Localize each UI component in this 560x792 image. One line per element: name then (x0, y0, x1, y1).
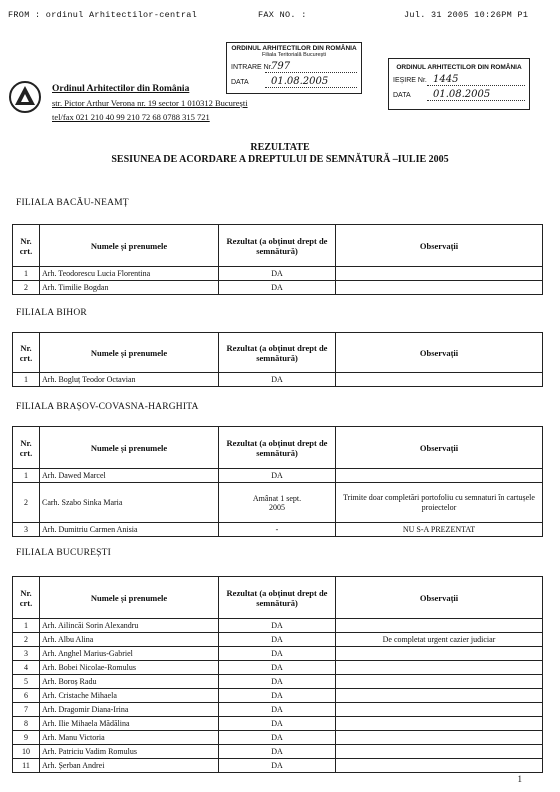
table-row (13, 619, 543, 633)
oar-logo-icon (8, 80, 42, 114)
row-observation (336, 689, 543, 703)
header-observations: Observații (336, 225, 543, 267)
row-observation (336, 717, 543, 731)
page-title: REZULTATE (250, 142, 310, 153)
row-nr: 4 (13, 661, 40, 675)
table-row (13, 281, 543, 295)
stamp-data-label: DATA (393, 92, 411, 99)
row-result: DA (219, 373, 336, 387)
org-name: Ordinul Arhitectilor din România (52, 84, 190, 94)
table-header-row (13, 577, 543, 619)
section-title: FILIALA BACĂU-NEAMȚ (16, 198, 129, 208)
results-table (12, 576, 543, 773)
registration-stamp-in (226, 42, 362, 94)
row-nr: 8 (13, 717, 40, 731)
header-result: Rezultat (a obținut drept de semnătură) (219, 577, 336, 619)
header-name: Numele și prenumele (40, 577, 219, 619)
org-address: str. Pictor Arthur Verona nr. 19 sector 1 010312 București (52, 98, 248, 108)
table-row (13, 675, 543, 689)
row-result: DA (219, 633, 336, 647)
row-observation (336, 675, 543, 689)
row-nr: 7 (13, 703, 40, 717)
row-name: Arh. Teodorescu Lucia Florentina (40, 267, 219, 281)
stamp-org: ORDINUL ARHITECTILOR DIN ROMÂNIA (231, 45, 357, 52)
row-result: DA (219, 647, 336, 661)
header-name: Numele și prenumele (40, 333, 219, 373)
row-result: - (219, 523, 336, 537)
row-result: DA (219, 689, 336, 703)
registration-stamp-out (388, 58, 530, 110)
stamp-intrare-value: 797 (265, 61, 357, 73)
row-nr: 2 (13, 281, 40, 295)
row-result: Amânat 1 sept. 2005 (219, 483, 336, 523)
row-nr: 2 (13, 483, 40, 523)
stamp-iesire-value: 1445 (427, 74, 525, 86)
stamp-org: ORDINUL ARHITECTILOR DIN ROMÂNIA (396, 64, 522, 71)
row-name: Arh. Albu Alina (40, 633, 219, 647)
table-row (13, 759, 543, 773)
row-name: Arh. Cristache Mihaela (40, 689, 219, 703)
row-nr: 1 (13, 469, 40, 483)
row-observation (336, 281, 543, 295)
row-name: Arh. Ilie Mihaela Mădălina (40, 717, 219, 731)
row-observation (336, 731, 543, 745)
section-title: FILIALA BIHOR (16, 308, 87, 318)
header-name: Numele și prenumele (40, 427, 219, 469)
row-name: Arh. Ailincăi Sorin Alexandru (40, 619, 219, 633)
row-result: DA (219, 717, 336, 731)
row-result: DA (219, 759, 336, 773)
row-nr: 2 (13, 633, 40, 647)
row-observation (336, 373, 543, 387)
table-row (13, 373, 543, 387)
row-name: Arh. Dragomir Diana-Irina (40, 703, 219, 717)
row-name: Arh. Timilie Bogdan (40, 281, 219, 295)
row-observation (336, 469, 543, 483)
table-row (13, 647, 543, 661)
table-header-row (13, 427, 543, 469)
row-result: DA (219, 469, 336, 483)
row-result: DA (219, 661, 336, 675)
row-name: Arh. Dawed Marcel (40, 469, 219, 483)
header-observations: Observații (336, 427, 543, 469)
row-nr: 1 (13, 619, 40, 633)
table-row (13, 745, 543, 759)
header-observations: Observații (336, 333, 543, 373)
row-nr: 11 (13, 759, 40, 773)
row-observation: NU S-A PREZENTAT (336, 523, 543, 537)
row-nr: 10 (13, 745, 40, 759)
row-result: DA (219, 731, 336, 745)
row-observation (336, 619, 543, 633)
section-title: FILIALA BRAȘOV-COVASNA-HARGHITA (16, 402, 199, 412)
row-observation (336, 703, 543, 717)
header-name: Numele și prenumele (40, 225, 219, 267)
row-nr: 5 (13, 675, 40, 689)
row-name: Arh. Boroș Radu (40, 675, 219, 689)
row-observation (336, 759, 543, 773)
header-nr: Nr. crt. (13, 225, 40, 267)
fax-from: FROM : ordinul Arhitectilor-central (8, 10, 198, 20)
header-nr: Nr. crt. (13, 333, 40, 373)
stamp-data-value: 01.08.2005 (265, 76, 357, 88)
stamp-intrare-label: INTRARE Nr. (231, 64, 273, 71)
table-header-row (13, 333, 543, 373)
row-nr: 3 (13, 523, 40, 537)
results-table (12, 332, 543, 387)
fax-datetime: Jul. 31 2005 10:26PM P1 (404, 10, 529, 20)
row-name: Arh. Bobei Nicolae-Romulus (40, 661, 219, 675)
header-result: Rezultat (a obținut drept de semnătură) (219, 225, 336, 267)
stamp-data-value: 01.08.2005 (427, 89, 525, 101)
row-result: DA (219, 703, 336, 717)
row-name: Arh. Bogluț Teodor Octavian (40, 373, 219, 387)
results-table (12, 426, 543, 537)
table-header-row (13, 225, 543, 267)
header-result: Rezultat (a obținut drept de semnătură) (219, 427, 336, 469)
row-observation (336, 267, 543, 281)
stamp-iesire-label: IEȘIRE Nr. (393, 77, 427, 84)
table-row (13, 523, 543, 537)
row-nr: 1 (13, 267, 40, 281)
table-row (13, 731, 543, 745)
table-row (13, 717, 543, 731)
header-result: Rezultat (a obținut drept de semnătură) (219, 333, 336, 373)
table-row (13, 703, 543, 717)
table-row (13, 267, 543, 281)
header-nr: Nr. crt. (13, 577, 40, 619)
row-name: Arh. Dumitriu Carmen Anisia (40, 523, 219, 537)
row-observation (336, 647, 543, 661)
row-observation: Trimite doar completări portofoliu cu semnaturi în cartușele proiectelor (336, 483, 543, 523)
page-subtitle: SESIUNEA DE ACORDARE A DREPTULUI DE SEMNĂTURĂ –IULIE 2005 (111, 154, 449, 165)
row-nr: 9 (13, 731, 40, 745)
row-result: DA (219, 267, 336, 281)
page-number: 1 (517, 774, 522, 784)
table-row (13, 483, 543, 523)
table-row (13, 661, 543, 675)
stamp-data-label: DATA (231, 79, 249, 86)
row-name: Arh. Anghel Marius-Gabriel (40, 647, 219, 661)
row-result: DA (219, 745, 336, 759)
header-observations: Observații (336, 577, 543, 619)
row-nr: 3 (13, 647, 40, 661)
row-name: Arh. Șerban Andrei (40, 759, 219, 773)
table-row (13, 633, 543, 647)
row-nr: 1 (13, 373, 40, 387)
results-table (12, 224, 543, 295)
row-observation (336, 745, 543, 759)
row-result: DA (219, 675, 336, 689)
header-nr: Nr. crt. (13, 427, 40, 469)
row-observation: De completat urgent cazier judiciar (336, 633, 543, 647)
row-name: Arh. Manu Victoria (40, 731, 219, 745)
fax-number: FAX NO. : (258, 10, 307, 20)
table-row (13, 469, 543, 483)
table-row (13, 689, 543, 703)
section-title: FILIALA BUCUREȘTI (16, 548, 111, 558)
row-result: DA (219, 281, 336, 295)
row-name: Arh. Patriciu Vadim Romulus (40, 745, 219, 759)
row-name: Carh. Szabo Sinka Maria (40, 483, 219, 523)
row-observation (336, 661, 543, 675)
org-contact: tel/fax 021 210 40 99 210 72 68 0788 315 721 (52, 112, 210, 122)
row-result: DA (219, 619, 336, 633)
stamp-subtitle: Filiala Teritorială București (261, 52, 327, 58)
row-nr: 6 (13, 689, 40, 703)
